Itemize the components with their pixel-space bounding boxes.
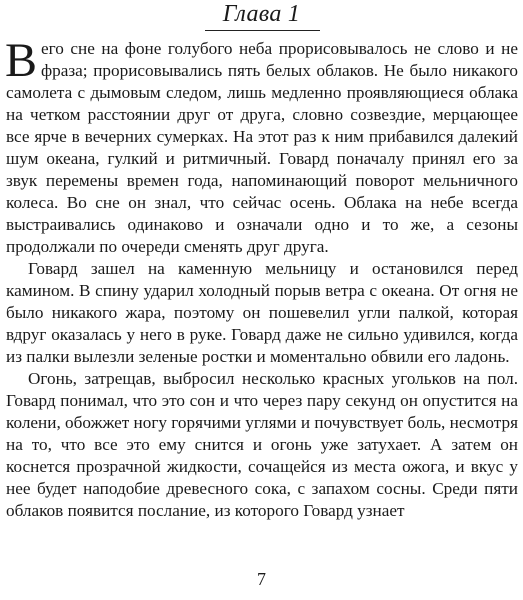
chapter-title-underline (205, 30, 320, 31)
paragraph-1-text: его сне на фоне голубого неба прорисовывалось не слово и не фраза; прорисовывались пять белых облаков. Не было никакого самолета с дымовым следом, лишь медленно проявляющиеся облака на четком расстоянии друг от друга, словно созвездие, мерцающее все ярче в вечерних сумерках. На этот раз к ним прибавился далекий шум океана, гулкий и ритмичный. Говард поначалу принял его за звук перемены времен года, напоминающий поворот мельничного колеса. Во сне он знал, что сейчас осень. Облака на небе всегда выстраивались одинаково и означали одно и то же, а сезоны продолжали по очереди сменять друг друга. (6, 39, 518, 256)
drop-cap: В (5, 34, 38, 87)
paragraph-1 (5, 34, 518, 258)
paragraph-2: Говард зашел на каменную мельницу и остановился перед камином. В спину ударил холодный порыв ветра с океана. От огня не было никакого жара, поэтому он пошевелил угли палкой, которая вдруг оказалась у него в руке. Говард даже не сильно удивился, когда из палки вылезли зеленые ростки и моментально обвили его ладонь. (6, 259, 518, 366)
page-number: 7 (257, 569, 266, 589)
chapter-body (5, 34, 518, 522)
paragraph-3: Огонь, затрещав, выбросил несколько красных угольков на пол. Говард понимал, что это сон и что через пару секунд он опустится на колени, обожжет ногу горячими углями и почувствует боль, несмотря на то, что все это ему снится и огонь уже затухает. А затем он коснется прозрачной жидкости, сочащейся из места ожога, и вкус у нее будет наподобие древесного сока, с запахом сосны. Среди пяти облаков появится послание, из которого Говард узнает (6, 369, 518, 520)
chapter-title: Глава 1 (222, 1, 301, 27)
